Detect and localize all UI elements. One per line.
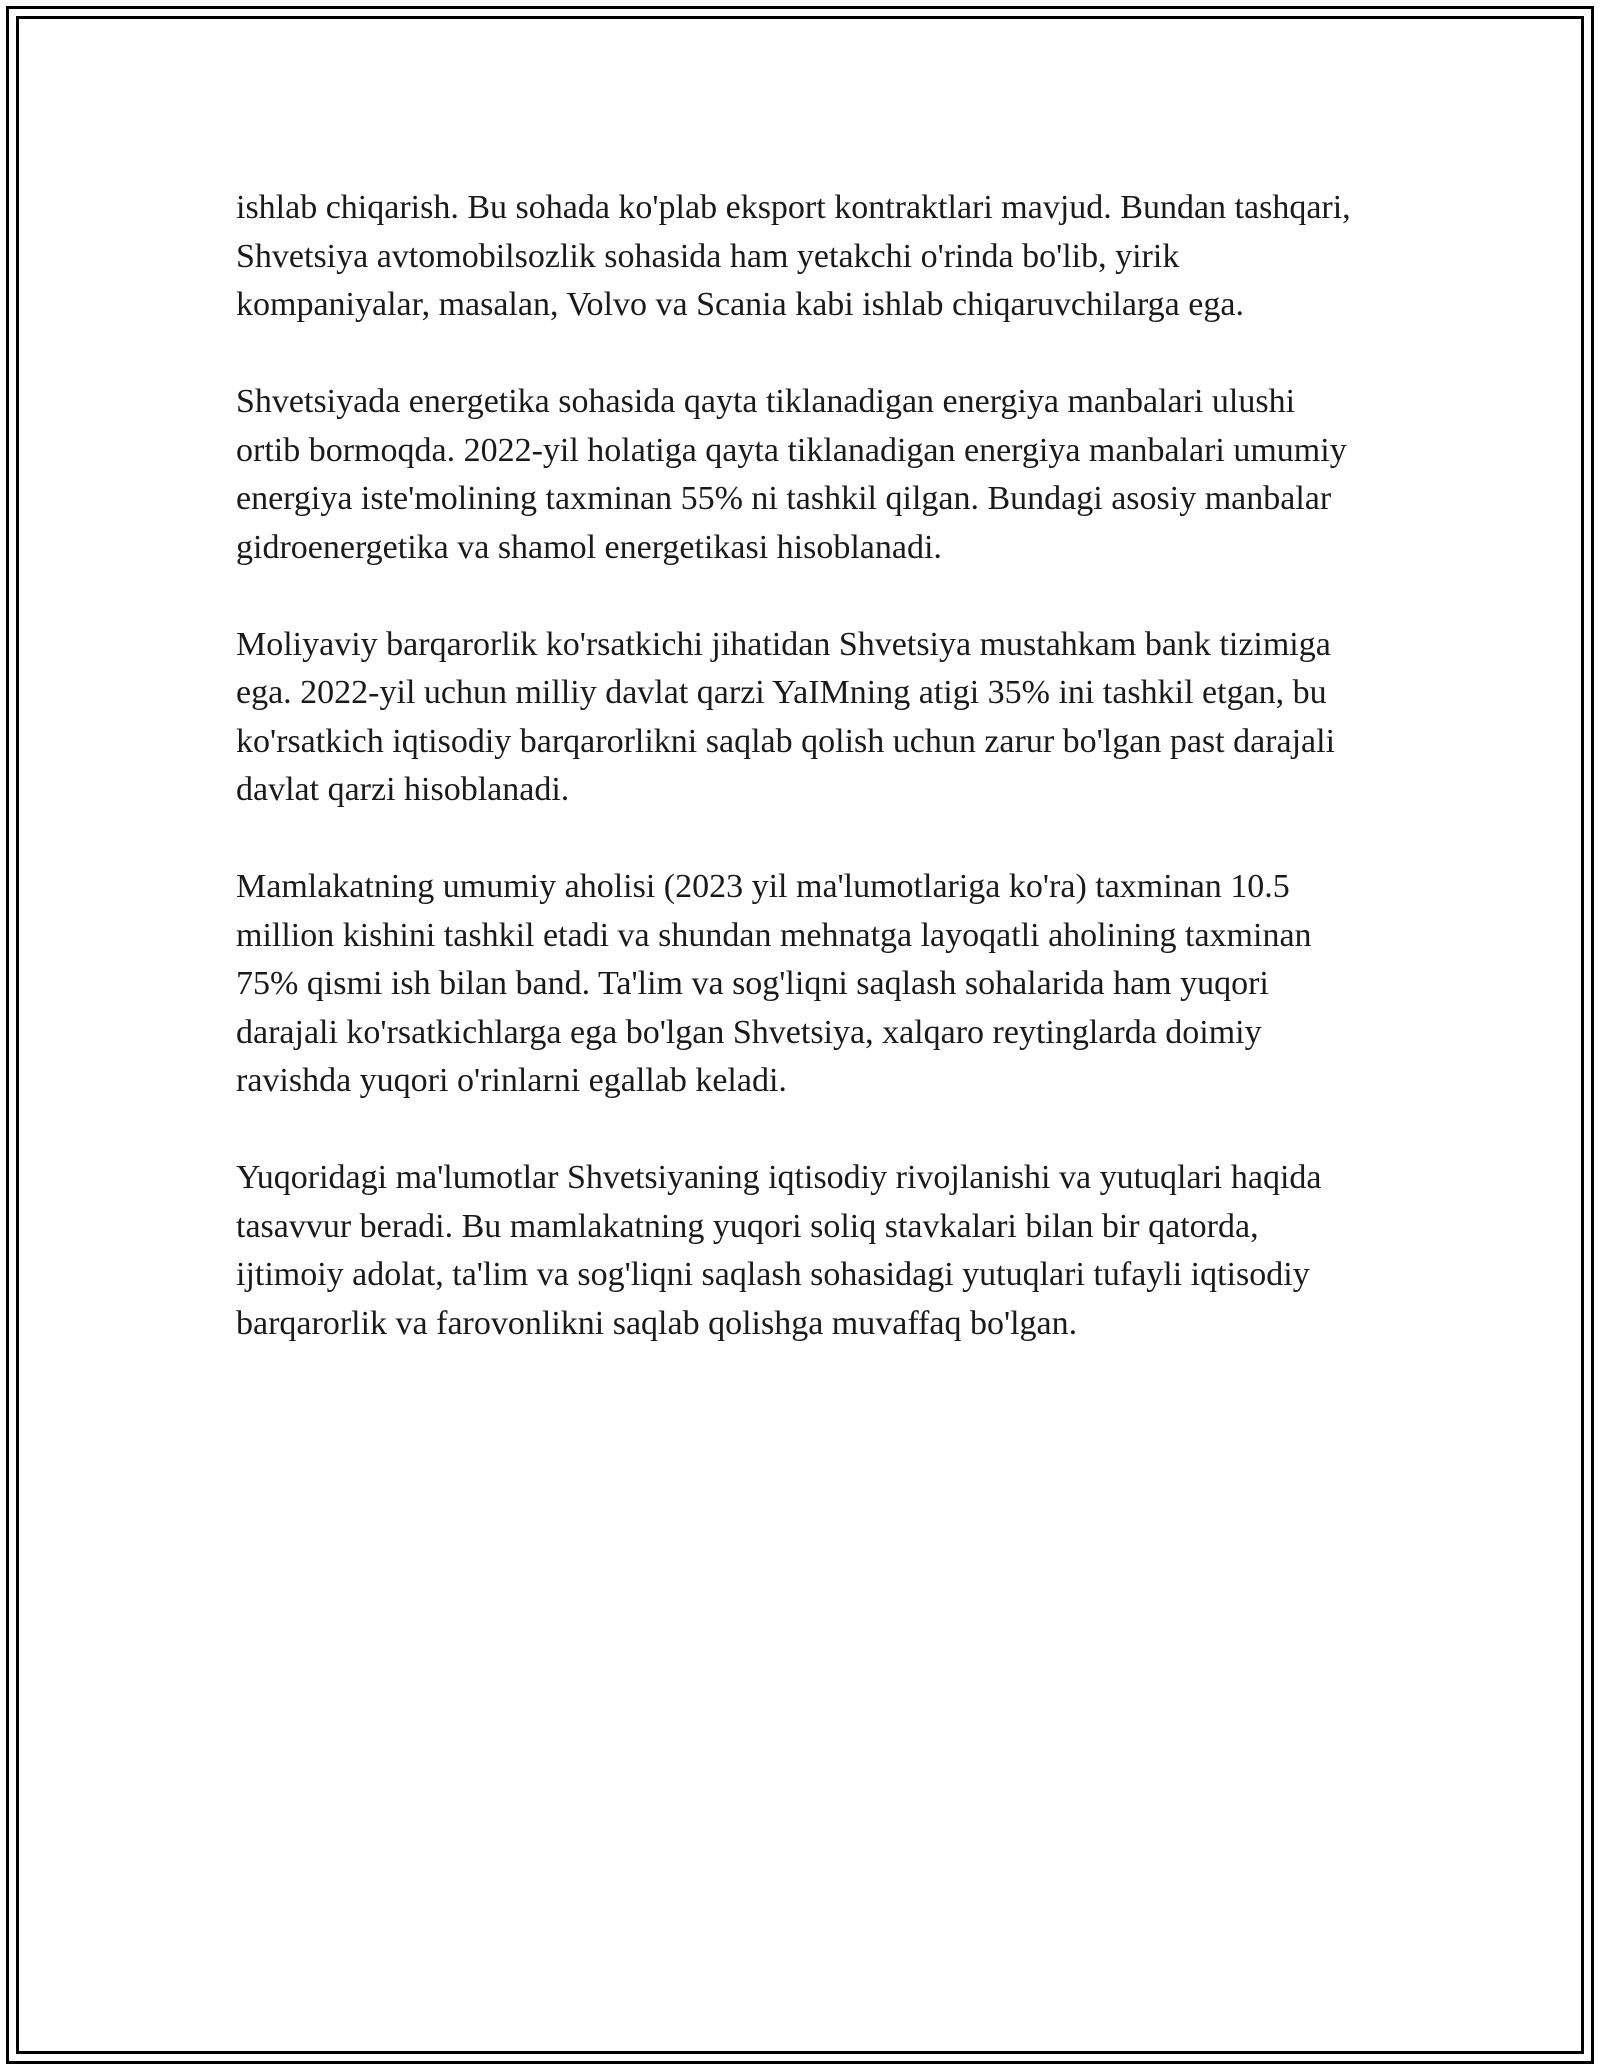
paragraph-industry: ishlab chiqarish. Bu sohada ko'plab eksport kontraktlari mavjud. Bundan tashqari, Shvetsiya avtomobilsozlik sohasida ham yetakchi o'rinda bo'lib, yirik kompaniyalar, masalan, Volvo va Scania kabi ishlab chiqaruvchilarga ega. (236, 189, 1351, 323)
document-body (236, 184, 1356, 1397)
paragraph-finance: Moliyaviy barqarorlik ko'rsatkichi jihatidan Shvetsiya mustahkam bank tizimiga ega. 2022-yil uchun milliy davlat qarzi YaIMning atigi 35% ini tashkil etgan, bu ko'rsatkich iqtisodiy barqarorlikni saqlab qolish uchun zarur bo'lgan past darajali davlat qarzi hisoblanadi. (236, 625, 1336, 808)
paragraph-conclusion: Yuqoridagi ma'lumotlar Shvetsiyaning iqtisodiy rivojlanishi va yutuqlari haqida tasavvur beradi. Bu mamlakatning yuqori soliq stavkalari bilan bir qatorda, ijtimoiy adolat, ta'lim va sog'liqni saqlash sohasidagi yutuqlari tufayli iqtisodiy barqarorlik va farovonlikni saqlab qolishga muvaffaq bo'lgan. (236, 1159, 1322, 1342)
paragraph-energy: Shvetsiyada energetika sohasida qayta tiklanadigan energiya manbalari ulushi ortib bormoqda. 2022-yil holatiga qayta tiklanadigan energiya manbalari umumiy energiya iste'molining taxminan 55% ni tashkil qilgan. Bundagi asosiy manbalar gidroenergetika va shamol energetikasi hisoblanadi. (236, 383, 1347, 566)
paragraph-population: Mamlakatning umumiy aholisi (2023 yil ma'lumotlariga ko'ra) taxminan 10.5 million kishini tashkil etadi va shundan mehnatga layoqatli aholining taxminan 75% qismi ish bilan band. Ta'lim va sog'liqni saqlash sohalarida ham yuqori darajali ko'rsatkichlarga ega bo'lgan Shvetsiya, xalqaro reytinglarda doimiy ravishda yuqori o'rinlarni egallab keladi. (236, 868, 1312, 1099)
